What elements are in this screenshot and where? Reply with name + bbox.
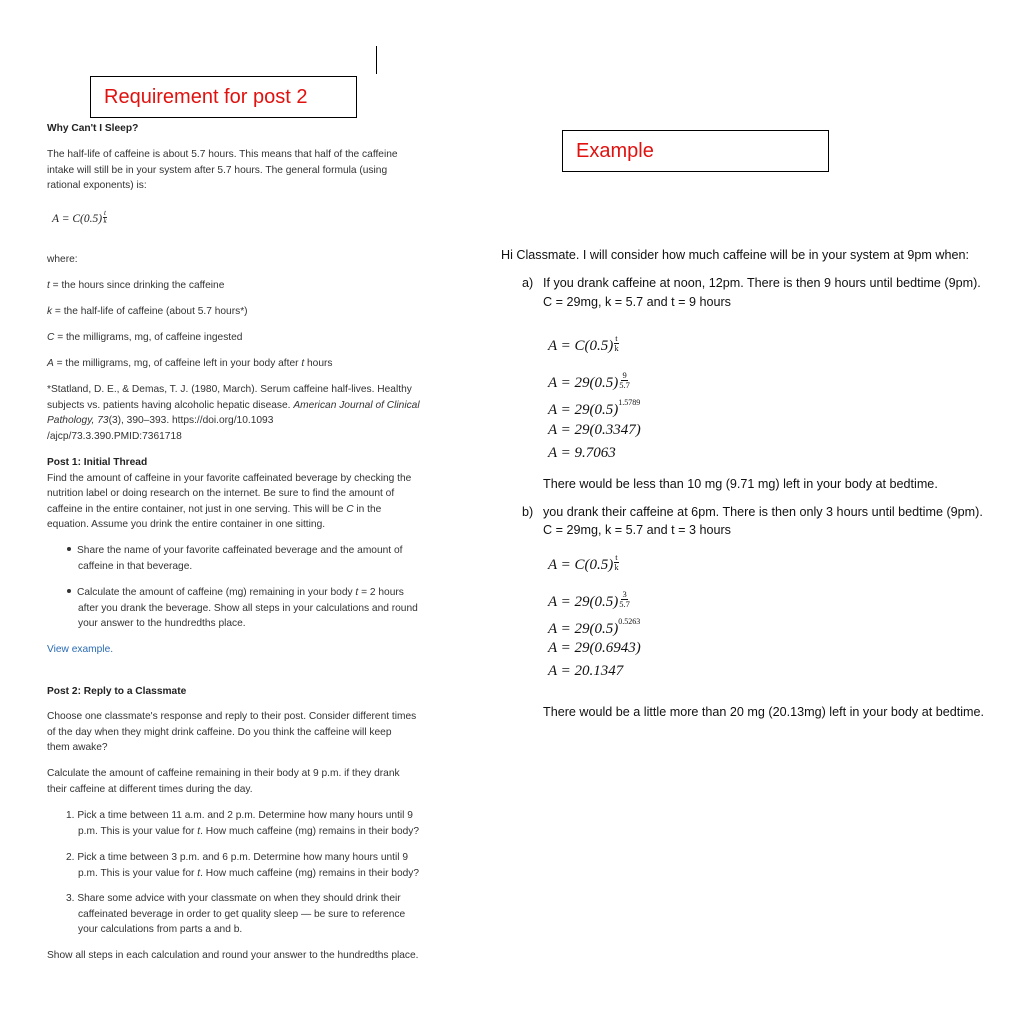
requirement-title: Requirement for post 2 [104,86,308,108]
part-a-eq4: A = 29(0.3347) [548,422,641,438]
part-b-eq4: A = 29(0.6943) [548,640,641,656]
example-intro: Hi Classmate. I will consider how much caffeine will be in your system at 9pm when: [501,248,970,262]
part-b-eq3: $A = 29(0.5)^{0.5263}$ [548,617,641,637]
part-a-line1: If you drank caffeine at noon, 12pm. There is then 9 hours until bedtime (9pm). [543,276,981,290]
formula-general: A = C(0.5) $\frac{t}{k}$ [52,209,107,225]
post2-title: Post 2: Reply to a Classmate [47,686,187,697]
part-a-eq2: A = 29(0.5) $\frac{9}{5.7}$ [548,370,630,391]
post2-item-3: 3. Share some advice with your classmate on when they should drink their caffeinated beverage in order to get quality sleep — be sure to reference your calculations from parts a and b. [66,893,406,935]
where-label: where: [47,254,78,265]
definition-t: t = the hours since drinking the caffeine [47,280,225,291]
citation: *Statland, D. E., & Demas, T. J. (1980, March). Serum caffeine half-lives. Healthy subjects vs. patients having alcoholic hepatic disease. American Journal of Clinical Pathology, 73(3), 390–393. https://doi.org/10.1093 /ajcp/73.3.390.PMID:7361718 [47,384,420,442]
part-b-eq5: A = 20.1347 [548,663,624,679]
post2-item-2: 2. Pick a time between 3 p.m. and 6 p.m. Determine how many hours until 9 p.m. This is your value for t. How much caffeine (mg) remains in their body? [66,852,420,879]
part-b-conclusion: There would be a little more than 20 mg (20.13mg) left in your body at bedtime. [543,705,985,719]
definition-k: k = the half-life of caffeine (about 5.7 hours*) [47,306,248,317]
part-b-line2: C = 29mg, k = 5.7 and t = 3 hours [543,523,731,537]
post1-title: Post 1: Initial Thread [47,457,148,468]
part-a-conclusion: There would be less than 10 mg (9.71 mg) left in your body at bedtime. [543,477,938,491]
post1-bullet-1: Share the name of your favorite caffeinated beverage and the amount of caffeine in that beverage. [67,543,467,574]
part-a-eq5: A = 9.7063 [548,445,616,461]
post2-paragraph-2: Calculate the amount of caffeine remaining in their body at 9 p.m. if they drank their caffeine at different times during the day. [47,768,400,795]
example-title: Example [576,140,654,162]
post2-paragraph-1: Choose one classmate's response and reply to their post. Consider different times of the day when they might drink caffeine. Do you think the caffeine will keep them awake? [47,711,417,753]
intro-paragraph: The half-life of caffeine is about 5.7 hours. This means that half of the caffeine intake will still be in your system after 5.7 hours. The general formula (using rational exponents) is: [47,149,398,191]
post1-bullet-2: Calculate the amount of caffeine (mg) remaining in your body t = 2 hours after you drank the beverage. Show all steps in your calculations and round your answer to the hundredths place. [67,585,467,632]
section-title: Why Can't I Sleep? [47,123,139,134]
part-a-line2: C = 29mg, k = 5.7 and t = 9 hours [543,295,731,309]
part-b-label: b) [522,505,534,519]
part-b-eq1: A = C(0.5) $\frac{t}{k}$ [548,552,619,573]
part-a-eq1: A = C(0.5) $\frac{t}{k}$ [548,333,619,354]
text-cursor [376,46,377,74]
post2-item-1: 1. Pick a time between 11 a.m. and 2 p.m. Determine how many hours until 9 p.m. This is your value for t. How much caffeine (mg) remains in their body? [66,810,420,837]
part-a-label: a) [522,276,534,290]
part-a-eq3: $A = 29(0.5)^{1.5789}$ [548,398,641,418]
requirement-box [90,76,357,118]
part-b-eq2: A = 29(0.5) $\frac{3}{5.7}$ [548,589,630,610]
post2-final-note: Show all steps in each calculation and round your answer to the hundredths place. [47,950,419,961]
definition-a: A = the milligrams, mg, of caffeine left in your body after t hours [47,358,333,369]
definition-c: C = the milligrams, mg, of caffeine ingested [47,332,243,343]
part-b-line1: you drank their caffeine at 6pm. There is then only 3 hours until bedtime (9pm). [543,505,983,519]
view-example-link[interactable]: View example. [47,644,114,655]
post1-section: Post 1: Initial Thread Find the amount of caffeine in your favorite caffeinated beverage by checking the nutrition label or doing research on the internet. Be sure to find the amount of caffeine in the entire container, not just in one serving. This will be C in the equation. Assume you drink the entire container in one sitting. [47,455,467,533]
example-box [562,130,829,172]
